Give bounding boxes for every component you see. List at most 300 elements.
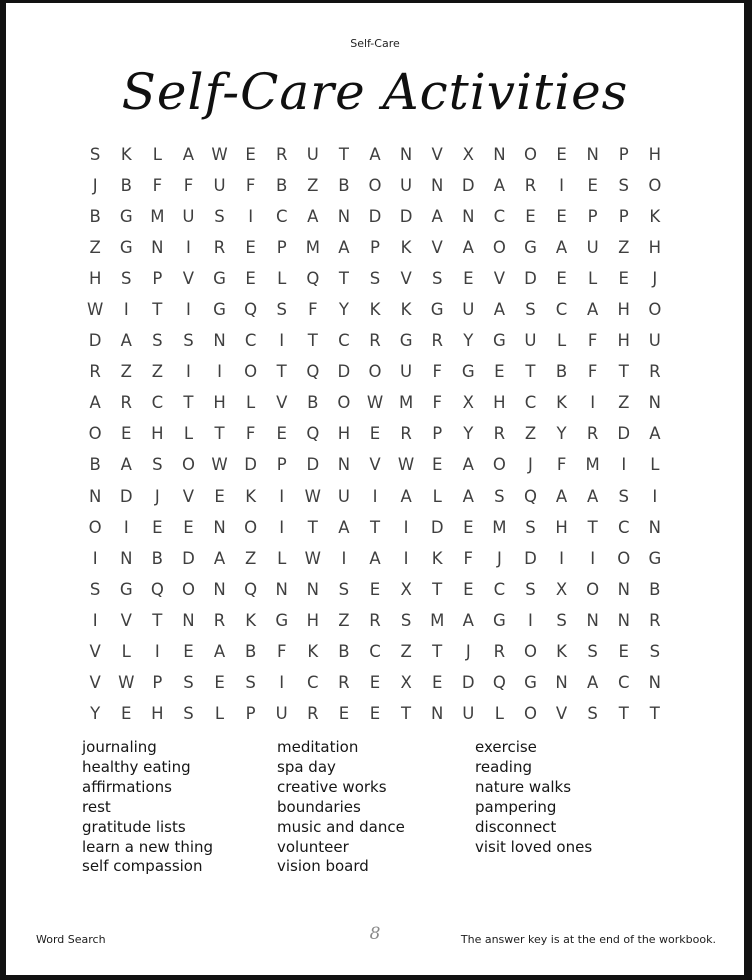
grid-cell: I <box>123 517 129 537</box>
word-list-item: meditation <box>277 738 359 756</box>
grid-cell: G <box>430 300 444 320</box>
grid-cell: I <box>559 176 564 196</box>
grid-cell: S <box>89 579 101 599</box>
grid-cell: H <box>337 424 351 444</box>
grid-cell: S <box>245 672 256 692</box>
grid-cell: S <box>556 610 567 630</box>
grid-cell: N <box>213 331 226 351</box>
grid-cell: I <box>92 610 98 630</box>
grid-cell: Y <box>463 331 474 351</box>
grid-cell: T <box>152 300 163 320</box>
grid-cell: O <box>648 176 662 196</box>
grid-cell: L <box>277 269 287 289</box>
grid-cell: L <box>214 703 225 723</box>
grid-cell: A <box>493 176 506 196</box>
grid-cell: Q <box>306 269 320 289</box>
grid-cell: O <box>181 579 195 599</box>
grid-cell: Z <box>338 610 350 630</box>
grid-cell: G <box>119 579 133 599</box>
grid-cell: N <box>493 145 506 165</box>
grid-cell: F <box>308 300 318 320</box>
grid-cell: X <box>400 672 412 692</box>
grid-cell: S <box>587 641 598 661</box>
grid-cell: W <box>86 300 104 320</box>
grid-cell: L <box>246 393 256 413</box>
grid-cell: T <box>618 362 629 382</box>
grid-cell: T <box>214 424 225 444</box>
grid-cell: R <box>493 424 506 444</box>
grid-cell: S <box>494 486 505 506</box>
grid-cell: T <box>152 610 163 630</box>
grid-cell: A <box>120 455 132 475</box>
grid-cell: G <box>648 548 662 568</box>
grid-cell: L <box>152 145 162 165</box>
grid-cell: C <box>369 641 381 661</box>
grid-cell: B <box>120 176 132 196</box>
grid-cell: B <box>338 176 350 196</box>
grid-cell: U <box>400 362 413 382</box>
grid-cell: G <box>213 269 226 289</box>
grid-cell: T <box>618 703 629 723</box>
grid-cell: E <box>618 641 629 661</box>
grid-cell: V <box>431 145 443 165</box>
grid-cell: B <box>244 641 257 661</box>
word-list-column-3 <box>475 738 724 877</box>
grid-cell: N <box>586 610 599 630</box>
grid-cell: O <box>337 393 351 413</box>
grid-cell: V <box>493 269 506 289</box>
grid-cell: F <box>245 424 256 444</box>
grid-cell: S <box>338 579 350 599</box>
grid-cell: S <box>369 269 381 289</box>
grid-cell: F <box>463 548 474 568</box>
grid-cell: E <box>152 517 163 537</box>
grid-cell: J <box>154 486 160 506</box>
grid-cell: Z <box>120 362 132 382</box>
grid-cell: G <box>119 238 133 258</box>
grid-cell: S <box>214 207 225 227</box>
grid-cell: I <box>372 486 378 506</box>
grid-cell: M <box>398 393 414 413</box>
grid-cell: A <box>120 331 132 351</box>
grid-cell: D <box>399 207 413 227</box>
grid-cell: H <box>493 393 506 413</box>
word-list-item: rest <box>82 797 111 816</box>
word-list-item: boundaries <box>277 797 361 816</box>
grid-cell: D <box>119 486 133 506</box>
word-list-item: journaling <box>82 738 157 756</box>
grid-cell: I <box>279 331 285 351</box>
footer-section-label: Word Search <box>36 933 106 946</box>
grid-cell: A <box>307 207 319 227</box>
grid-cell: S <box>525 300 536 320</box>
grid-cell: A <box>338 238 350 258</box>
grid-cell: Z <box>307 176 319 196</box>
grid-cell: A <box>462 486 474 506</box>
word-list-item: healthy eating <box>82 757 191 776</box>
grid-cell: O <box>523 145 537 165</box>
grid-cell: V <box>89 672 101 692</box>
grid-cell: Q <box>306 424 320 444</box>
grid-cell: M <box>150 207 165 227</box>
grid-cell: I <box>341 548 347 568</box>
grid-cell: W <box>304 548 321 568</box>
grid-cell: A <box>587 486 599 506</box>
grid-cell: E <box>183 641 194 661</box>
grid-cell: E <box>245 238 256 258</box>
grid-cell: A <box>182 145 195 165</box>
page-header-label: Self-Care <box>350 37 400 50</box>
grid-cell: F <box>587 331 598 351</box>
grid-cell: T <box>338 269 349 289</box>
grid-cell: U <box>337 486 350 506</box>
grid-cell: N <box>213 579 226 599</box>
grid-cell: X <box>555 579 568 599</box>
word-list-item: exercise <box>475 738 537 756</box>
grid-cell: Y <box>556 424 567 444</box>
grid-cell: U <box>462 703 475 723</box>
grid-cell: E <box>369 424 381 444</box>
grid-cell: B <box>555 362 568 382</box>
grid-cell: E <box>369 579 381 599</box>
grid-cell: I <box>590 548 596 568</box>
grid-cell: K <box>245 610 257 630</box>
grid-cell: N <box>617 610 630 630</box>
grid-cell: O <box>244 517 258 537</box>
grid-cell: C <box>524 393 537 413</box>
grid-cell: S <box>152 455 163 475</box>
grid-cell: A <box>213 641 226 661</box>
grid-cell: G <box>213 300 226 320</box>
grid-cell: V <box>369 455 381 475</box>
grid-cell: Z <box>618 238 630 258</box>
grid-cell: U <box>182 207 195 227</box>
grid-cell: A <box>369 145 381 165</box>
word-list-item: music and dance <box>277 817 405 836</box>
grid-cell: G <box>275 610 289 630</box>
grid-cell: S <box>183 703 194 723</box>
grid-cell: A <box>213 548 226 568</box>
grid-cell: O <box>368 362 382 382</box>
word-list-item: pampering <box>475 797 557 816</box>
grid-cell: C <box>493 207 506 227</box>
grid-cell: Q <box>492 672 506 692</box>
grid-cell: Q <box>523 486 537 506</box>
grid-cell: N <box>555 672 568 692</box>
grid-cell: R <box>369 331 381 351</box>
grid-cell: D <box>182 548 195 568</box>
grid-cell: O <box>523 703 537 723</box>
grid-cell: O <box>244 362 258 382</box>
footer-answer-key-note: The answer key is at the end of the workbook. <box>460 933 716 946</box>
grid-cell: I <box>123 300 129 320</box>
page-title: Self-Care Activities <box>121 63 629 121</box>
grid-cell: I <box>279 672 285 692</box>
grid-cell: Z <box>244 548 257 568</box>
grid-cell: N <box>586 145 599 165</box>
grid-cell: D <box>461 672 475 692</box>
grid-cell: F <box>432 362 442 382</box>
grid-cell: N <box>648 393 662 413</box>
grid-cell: E <box>525 207 536 227</box>
grid-cell: V <box>89 641 101 661</box>
grid-cell: S <box>525 517 536 537</box>
grid-cell: J <box>92 176 98 196</box>
grid-cell: H <box>213 393 226 413</box>
grid-cell: L <box>183 424 194 444</box>
grid-cell: X <box>462 393 474 413</box>
grid-cell: O <box>181 455 195 475</box>
grid-cell: W <box>304 486 321 506</box>
word-list-item: gratitude lists <box>82 817 186 836</box>
grid-cell: O <box>648 300 662 320</box>
grid-cell: N <box>337 455 351 475</box>
grid-cell: A <box>462 455 474 475</box>
grid-cell: E <box>369 703 381 723</box>
grid-cell: K <box>556 393 567 413</box>
grid-cell: Z <box>400 641 412 661</box>
grid-cell: K <box>400 300 412 320</box>
grid-cell: T <box>587 517 598 537</box>
word-list-item: affirmations <box>82 777 172 796</box>
grid-cell: I <box>403 548 409 568</box>
grid-cell: B <box>151 548 163 568</box>
grid-cell: C <box>493 579 506 599</box>
grid-cell: K <box>400 238 412 258</box>
grid-cell: J <box>465 641 471 661</box>
grid-cell: R <box>524 176 537 196</box>
grid-cell: D <box>88 331 102 351</box>
grid-cell: O <box>617 548 631 568</box>
grid-cell: C <box>555 300 568 320</box>
grid-cell: T <box>401 703 412 723</box>
grid-cell: F <box>245 176 256 196</box>
grid-cell: T <box>432 579 443 599</box>
grid-cell: I <box>559 548 564 568</box>
grid-cell: E <box>618 269 629 289</box>
grid-cell: E <box>431 672 443 692</box>
grid-cell: E <box>245 145 256 165</box>
grid-cell: H <box>151 703 164 723</box>
grid-cell: N <box>120 548 133 568</box>
grid-cell: E <box>494 362 505 382</box>
grid-cell: S <box>431 269 443 289</box>
grid-cell: T <box>432 641 443 661</box>
grid-cell: L <box>650 455 660 475</box>
grid-cell: P <box>618 145 629 165</box>
grid-cell: G <box>492 331 506 351</box>
grid-cell: S <box>400 610 412 630</box>
word-list-item: reading <box>475 757 532 776</box>
grid-cell: T <box>369 517 381 537</box>
grid-cell: R <box>120 393 132 413</box>
grid-cell: S <box>587 703 598 723</box>
grid-cell: R <box>307 703 319 723</box>
grid-cell: I <box>652 486 658 506</box>
grid-cell: Q <box>150 579 164 599</box>
grid-cell: I <box>279 486 285 506</box>
grid-cell: E <box>214 486 225 506</box>
grid-cell: K <box>120 145 132 165</box>
grid-cell: P <box>618 207 629 227</box>
grid-cell: S <box>618 176 629 196</box>
grid-cell: F <box>276 641 287 661</box>
grid-cell: N <box>306 579 319 599</box>
grid-cell: D <box>524 269 537 289</box>
grid-cell: B <box>89 207 101 227</box>
grid-cell: I <box>279 517 285 537</box>
grid-cell: V <box>431 238 443 258</box>
word-list-item: volunteer <box>277 837 349 856</box>
grid-cell: R <box>586 424 599 444</box>
grid-cell: H <box>617 300 630 320</box>
workbook-page <box>6 3 744 975</box>
grid-cell: C <box>307 672 319 692</box>
grid-cell: I <box>92 548 98 568</box>
grid-cell: L <box>277 548 287 568</box>
grid-cell: P <box>276 455 287 475</box>
grid-cell: E <box>121 703 132 723</box>
grid-cell: U <box>213 176 226 196</box>
grid-cell: O <box>523 641 537 661</box>
grid-cell: O <box>88 424 102 444</box>
grid-cell: H <box>151 424 164 444</box>
grid-cell: L <box>494 703 504 723</box>
grid-cell: E <box>276 424 287 444</box>
grid-cell: U <box>400 176 413 196</box>
word-list-item: learn a new thing <box>82 837 214 856</box>
grid-cell: K <box>245 486 257 506</box>
grid-cell: C <box>151 393 164 413</box>
word-list <box>82 738 724 877</box>
grid-cell: B <box>89 455 101 475</box>
grid-cell: W <box>366 393 384 413</box>
grid-cell: F <box>183 176 194 196</box>
grid-cell: I <box>528 610 533 630</box>
grid-cell: R <box>338 672 350 692</box>
grid-cell: R <box>493 641 506 661</box>
grid-cell: P <box>152 269 163 289</box>
grid-cell: R <box>649 362 661 382</box>
grid-cell: S <box>525 579 536 599</box>
grid-cell: A <box>338 517 350 537</box>
grid-cell: E <box>183 517 194 537</box>
footer-page-number: 8 <box>369 924 381 944</box>
grid-cell: I <box>248 207 254 227</box>
grid-cell: O <box>368 176 382 196</box>
grid-cell: A <box>587 300 599 320</box>
grid-cell: R <box>213 238 226 258</box>
grid-cell: C <box>275 207 288 227</box>
grid-cell: R <box>369 610 381 630</box>
word-grid <box>80 139 671 729</box>
grid-cell: S <box>618 486 629 506</box>
word-list-item: disconnect <box>475 817 557 836</box>
grid-cell: N <box>151 238 164 258</box>
grid-cell: B <box>338 641 350 661</box>
grid-cell: N <box>648 672 662 692</box>
grid-cell: M <box>430 610 445 630</box>
grid-cell: T <box>649 703 660 723</box>
grid-cell: M <box>585 455 600 475</box>
grid-cell: E <box>369 672 381 692</box>
grid-cell: I <box>217 362 222 382</box>
grid-cell: C <box>617 517 630 537</box>
grid-cell: G <box>492 610 506 630</box>
grid-cell: O <box>586 579 600 599</box>
grid-cell: I <box>403 517 409 537</box>
grid-cell: P <box>432 424 443 444</box>
grid-cell: N <box>182 610 195 630</box>
word-list-item: nature walks <box>475 777 572 796</box>
grid-cell: U <box>275 703 288 723</box>
grid-cell: E <box>556 145 567 165</box>
grid-cell: P <box>370 238 380 258</box>
grid-cell: G <box>399 331 413 351</box>
word-list-item: visit loved ones <box>475 837 593 856</box>
grid-cell: Y <box>90 703 101 723</box>
grid-cell: Z <box>618 393 630 413</box>
grid-cell: C <box>244 331 257 351</box>
grid-cell: A <box>462 238 474 258</box>
grid-cell: U <box>306 145 319 165</box>
grid-cell: E <box>463 269 474 289</box>
grid-cell: T <box>183 393 194 413</box>
grid-cell: K <box>307 641 319 661</box>
grid-cell: I <box>590 393 596 413</box>
grid-cell: A <box>431 207 443 227</box>
grid-cell: D <box>524 548 537 568</box>
grid-cell: Q <box>244 579 258 599</box>
grid-cell: V <box>555 703 568 723</box>
grid-cell: T <box>338 145 349 165</box>
grid-cell: A <box>89 393 101 413</box>
grid-cell: A <box>493 300 506 320</box>
grid-cell: O <box>88 517 102 537</box>
grid-cell: E <box>556 207 567 227</box>
grid-cell: I <box>621 455 627 475</box>
grid-cell: N <box>462 207 475 227</box>
grid-cell: D <box>244 455 257 475</box>
grid-cell: S <box>183 672 194 692</box>
grid-cell: I <box>186 362 191 382</box>
grid-cell: J <box>496 548 502 568</box>
grid-cell: U <box>586 238 599 258</box>
grid-cell: K <box>649 207 661 227</box>
grid-cell: G <box>524 238 537 258</box>
grid-cell: H <box>555 517 568 537</box>
grid-cell: S <box>121 269 132 289</box>
grid-cell: V <box>400 269 412 289</box>
grid-cell: A <box>649 424 661 444</box>
grid-cell: V <box>182 486 195 506</box>
grid-cell: R <box>275 145 288 165</box>
grid-cell: S <box>276 300 287 320</box>
grid-cell: D <box>461 176 475 196</box>
grid-cell: N <box>399 145 413 165</box>
grid-cell: R <box>213 610 226 630</box>
grid-cell: L <box>556 331 567 351</box>
grid-cell: B <box>276 176 288 196</box>
grid-cell: E <box>463 517 474 537</box>
grid-cell: E <box>431 455 443 475</box>
grid-cell: Y <box>338 300 349 320</box>
grid-cell: R <box>89 362 101 382</box>
grid-cell: N <box>648 517 662 537</box>
grid-cell: K <box>556 641 567 661</box>
grid-cell: V <box>182 269 195 289</box>
grid-cell: J <box>528 455 533 475</box>
